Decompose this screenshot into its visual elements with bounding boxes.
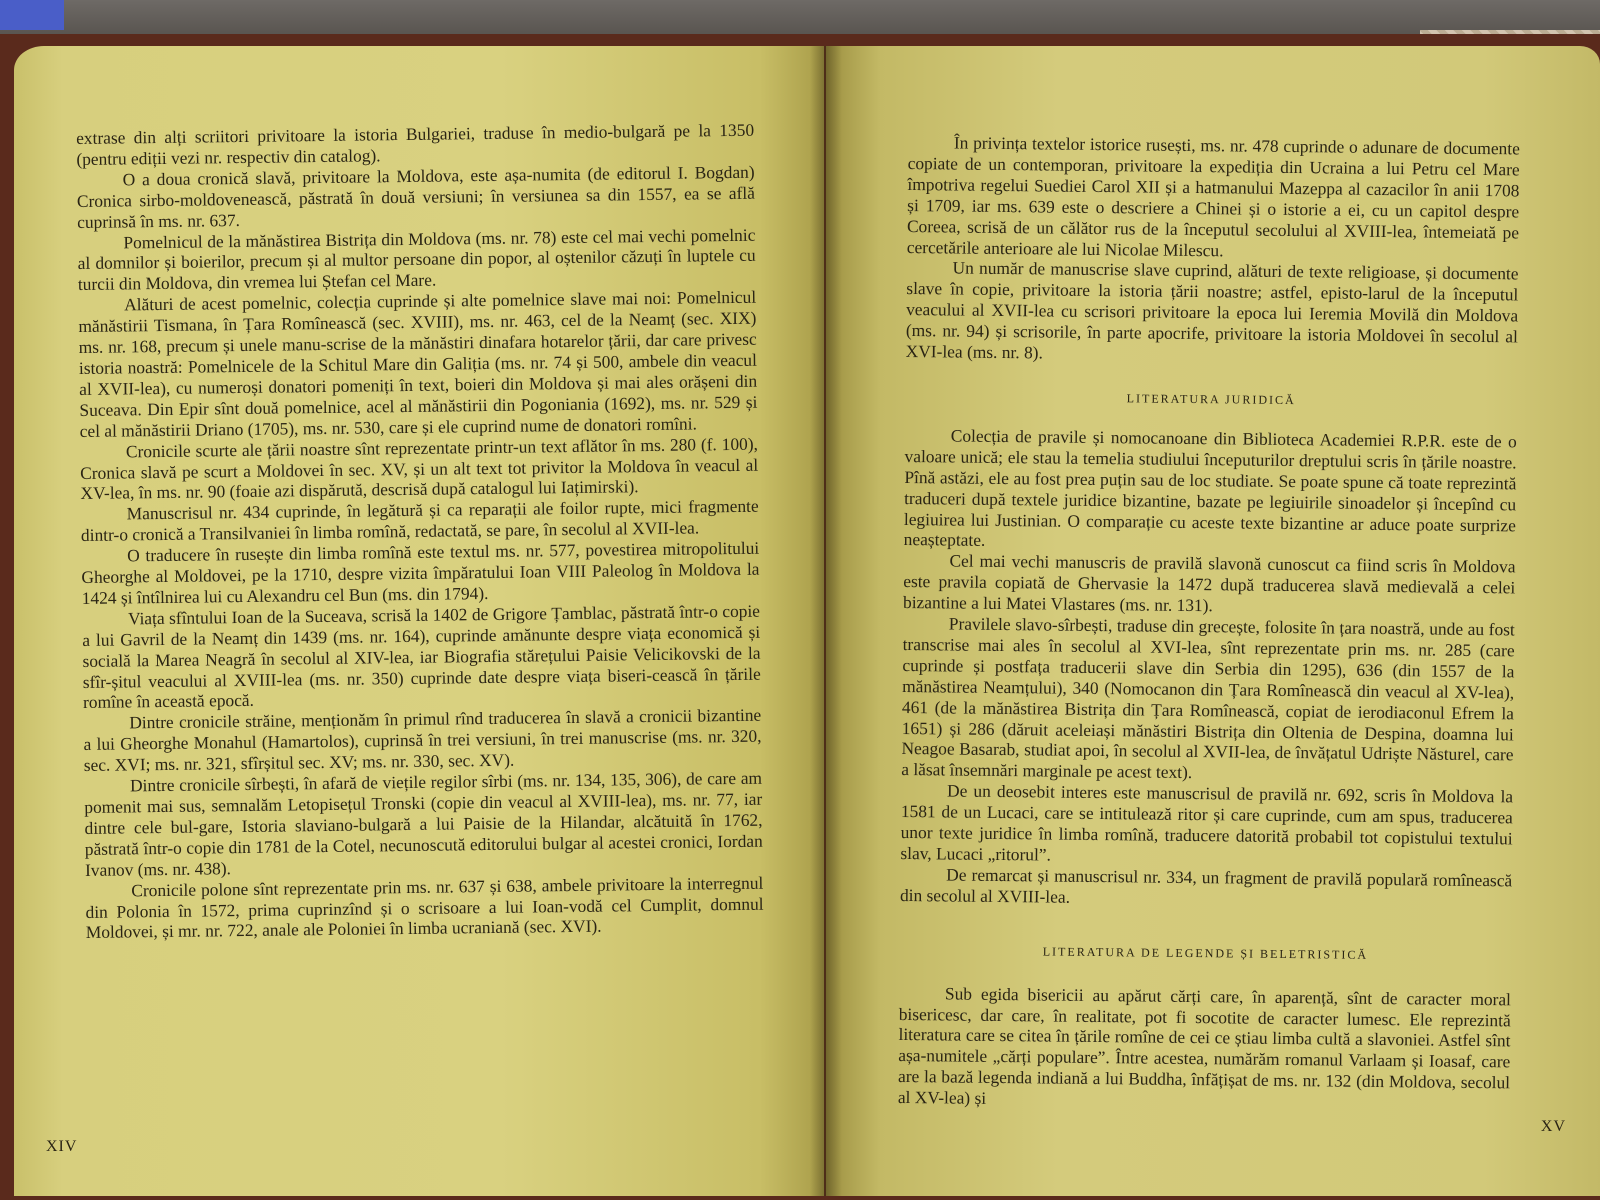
right-paragraph-6: De un deosebit interes este manuscrisul de pravilă nr. 692, scris în Moldova la 1581 de un Lucaci, care se intitulează ritor și care cuprinde, cum am spus, traducerea unor texte juridice în limba romînă, traducere datorită probabil tot copistului textului slav, Lucaci „ritorul”. — [900, 780, 1514, 865]
book-gutter — [810, 46, 842, 1196]
right-paragraph-5: Pravilele slavo-sîrbești, traduse din grecește, folosite în țara noastră, unde au fost transcrise mai ales în secolul al XVI-lea, sînt reprezentate prin ms. nr. 285 (care cuprinde și postfața traducerii slave din Serbia din 1295), 636 (din 1557 de la mănăstirea Neamțului), 340 (Nomocanon din Țara Romînească din veacul al XV-lea), 461 (de la mănăstirea Bistrița din Țara Romînească, copiat de ierodiaconul Efrem la 1651) și 286 (dăruit aceleiași mănăstiri Bistrița din Oltenia de Despina, doamna lui Neagoe Basarab, studiat apoi, în secolul al XVII-lea, de învățatul Udriște Năsturel, care a lăsat însemnări marginale pe acest text). — [901, 613, 1515, 783]
left-paragraph-8: Viața sfîntului Ioan de la Suceava, scrisă la 1402 de Grigore Țamblac, păstrată într-o copie a lui Gavril de la Neamț din 1439 (ms. nr. 164), cuprinde amănunte despre viața economică și socială la Marea Neagră în secolul al XIV-lea, iar Biografia stărețului Paisie Velicikovski de la sfîr-șitul veacului al XVIII-lea (ms. nr. 350) cuprinde date despre viața biseri-cească în țările romîne în această epocă. — [82, 600, 761, 713]
right-page — [826, 46, 1600, 1196]
left-paragraph-1: extrase din alți scriitori privitoare la istoria Bulgariei, traduse în medio-bulgară pe la 1350 (pentru ediții vezi nr. respectiv din catalog). — [76, 119, 755, 169]
right-paragraph-7: De remarcat și manuscrisul nr. 334, un fragment de pravilă populară romînească din secolul al XVIII-lea. — [899, 864, 1513, 907]
section-heading-legende: LITERATURA DE LEGENDE ȘI BELETRISTICĂ — [1042, 944, 1369, 962]
right-paragraph-1: În privința textelor istorice rusești, ms. nr. 478 cuprinde o adunare de documente copiate de un contemporan, privitoare la expediția din Ucraina a lui Petru cel Mare împotriva regelui Suediei Carol XII și a hatmanului Mazeppa al cazacilor în anii 1708 și 1709, iar ms. 639 este o descriere a Chinei și o istorie a ei, cu un capitol despre Coreea, scrisă de un călător rus de la începutul secolului al XVIII-lea, întemeiată pe cercetările anterioare ale lui Nicolae Milescu. — [906, 132, 1520, 260]
left-paragraph-7: O traducere în rusește din limba romînă este textul ms. nr. 577, povestirea mitropolitului Gheorghe al Moldovei, pe la 1710, despre vizita împăratului Ioan VIII Paleolog în Moldova la 1424 și întîlnirea lui cu Alexandru cel Bun (ms. din 1794). — [81, 537, 760, 608]
section-heading-juridica: LITERATURA JURIDICĂ — [1126, 391, 1296, 408]
left-paragraph-2: O a doua cronică slavă, privitoare la Moldova, este așa-numita (de editorul I. Bogdan) Cronica sirbo-moldovenească, păstrată în două versiuni; în versiunea sa din 1557, ea se află cuprinsă în ms. nr. 637. — [76, 161, 755, 232]
left-paragraph-11: Cronicile polone sînt reprezentate prin ms. nr. 637 și 638, ambele privitoare la interregnul din Polonia în 1572, prima cuprinzînd și o scrisoare a lui Ioan-vodă cel Cumplit, domnul Moldovei, și mr. nr. 722, anale ale Poloniei în limba ucraniană (sec. XVI). — [85, 872, 764, 943]
left-paragraph-3: Pomelnicul de la mănăstirea Bistrița din Moldova (ms. nr. 78) este cel mai vechi pomelnic al domnilor și boierilor, precum și al multor persoane din popor, al oștenilor căzuți în luptele cu turcii din Moldova, din vremea lui Ștefan cel Mare. — [77, 224, 756, 295]
right-paragraph-8: Sub egida bisericii au apărut cărți care, în aparență, sînt de caracter moral bisericesc, dar care, în realitate, pot fi socotite de caracter lumesc. Ele reprezintă literatura care se citea în țările romîne de cei ce știau limba cultă a slavoniei. Astfel sînt așa-numitele „cărți populare”. Între acestea, numărăm romanul Varlaam și Ioasaf, care are la bază legenda indiană a lui Buddha, înfățișat de ms. nr. 132 (din Moldova, secolul al XV-lea) și — [897, 983, 1512, 1109]
background-object — [0, 0, 64, 30]
left-page — [14, 46, 824, 1196]
left-paragraph-9: Dintre cronicile străine, menționăm în primul rînd traducerea în slavă a cronicii bizantine a lui Gheorghe Monahul (Hamartolos), cuprinsă în trei versiuni, în trei manuscrise (ms. nr. 320, sec. XVI; ms. nr. 321, sfîrșitul sec. XV; ms. nr. 330, sec. XV). — [83, 705, 762, 776]
right-paragraph-4: Cel mai vechi manuscris de pravilă slavonă cunoscut ca fiind scris în Moldova este pravila copiată de Ghervasie la 1472 după traducerea slavă medievală a celei bizantine a lui Matei Vlastares (ms. nr. 131). — [902, 550, 1516, 616]
right-paragraph-2: Un număr de manuscrise slave cuprind, alături de texte religioase, și documente slave în copie, privitoare la istoria țării noastre; astfel, episto-larul de la începutul veacului al XVII-lea cu scrisori privitoare la epoca lui Ieremia Movilă din Moldova (ms. nr. 94) și scrisorile, în parte apocrife, privitoare la istoria Moldovei în secolul al XVI-lea (ms. nr. 8). — [905, 257, 1519, 363]
open-book — [0, 34, 1600, 1200]
left-paragraph-5: Cronicile scurte ale țării noastre sînt reprezentate printr-un text aflător în ms. 280 (f. 100), Cronica slavă pe scurt a Moldovei în sec. XV, și un alt text tot privitor la Moldova în veacul al XV-lea, în ms. nr. 90 (foaie azi dispărută, descrisă după catalogul lui Iațimirski). — [80, 433, 759, 504]
right-paragraph-3: Colecția de pravile și nomocanoane din Biblioteca Academiei R.P.R. este de o valoare unică; ele stau la temelia studiului începuturilor dreptului scris în țările noastre. Pînă astăzi, ele au fost prea puțin sau de loc studiate. Se poate spune că toate reprezintă traduceri după textele juridice bizantine, bazate pe legiuirile sinoadelor și începînd cu legiuirea lui Justinian. O comparație cu aceste texte bizantine ar aduce poate surprize neașteptate. — [903, 425, 1517, 551]
right-page-number: XV — [1540, 1118, 1566, 1135]
left-page-number: XIV — [46, 1138, 78, 1155]
left-paragraph-4: Alături de acest pomelnic, colecția cuprinde și alte pomelnice slave mai noi: Pomelnicul mănăstirii Tismana, în Țara Romînească (sec. XVIII), ms. nr. 463, cel de la Neamț (sec. XIX) ms. nr. 168, precum și unele manu-scrise de la mănăstiri dinafara hotarelor țării, dar care privesc istoria noastră: Pomelnicele de la Schitul Mare din Galiția (ms. nr. 74 și 500, ambele din veacul al XVII-lea), cu numeroși donatori pomeniți în text, boieri din Moldova și mai ales orășeni din Suceava. Din Epir sînt două pomelnice, acel al mănăstirii din Pogoniania (1692), ms. nr. 529 și cel al mănăstirii Driano (1705), ms. nr. 530, care și ele cuprind nume de donatori romîni. — [78, 286, 758, 441]
left-page-text — [76, 120, 764, 944]
left-paragraph-6: Manuscrisul nr. 434 cuprinde, în legătură și ca reparații ale foilor rupte, mici fragmente dintr-o cronică a Transilvaniei în limba romînă, redactată, se pare, în secolul al XVII-lea. — [80, 496, 759, 546]
right-page-text — [898, 132, 1520, 1114]
left-paragraph-10: Dintre cronicile sîrbești, în afară de viețile regilor sîrbi (ms. nr. 134, 135, 306), de care am pomenit mai sus, semnalăm Letopisețul Tronski (copie din veacul al XVIII-lea), ms. nr. 77, iar dintre cele bul-gare, Istoria slaviano-bulgară a lui Paisie de la Hilandar, alcătuită în 1762, păstrată într-o copie din 1781 de la Cotel, necunoscută editorului bulgar al acestei cronici, Iordan Ivanov (ms. nr. 438). — [84, 767, 763, 880]
